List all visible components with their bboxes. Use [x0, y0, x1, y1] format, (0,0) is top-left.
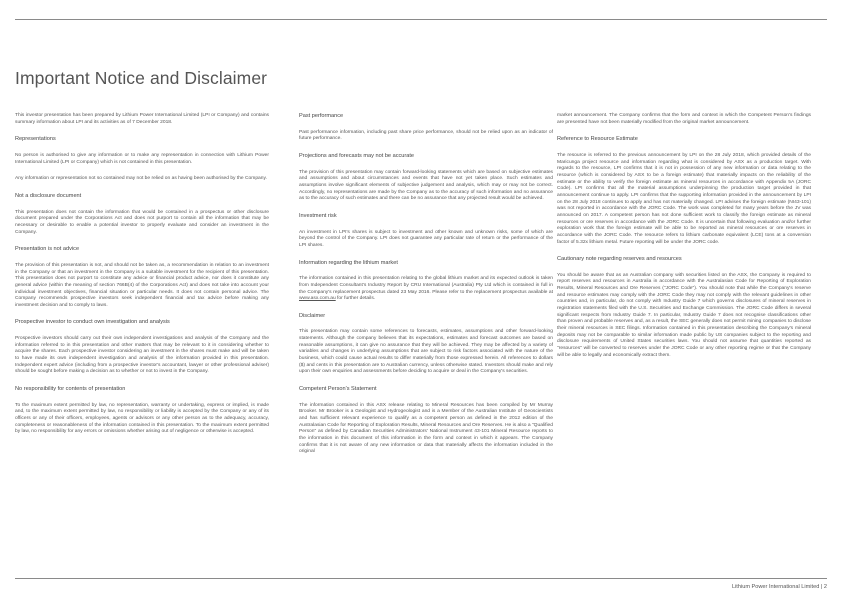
heading-not-disclosure: Not a disclosure document: [15, 192, 82, 199]
page-footer: Lithium Power International Limited | 2: [731, 584, 827, 590]
heading-lithium-market: Information regarding the lithium market: [299, 259, 398, 266]
intro-paragraph: This investor presentation has been prepared by Lithium Power International Limited (LPI or Company) and contains summary information about LPI and its activities as of 7 December 2018.: [15, 113, 269, 125]
paragraph: The provision of this presentation is not, and should not be taken as, a recommendation in relation to an investment in the Company or that an investment in the Company is a suitable investment for the recipient of this presentation. This presentation does not purport to constitute any advice or financial product advice, nor does it constitute any general advice (within the meaning of section 766B(4) of the Corporations Act) and does not take into account your individual investment objectives, financial situation or particular needs. It does not contain personal advice. The Company recommends prospective investors seek independent financial and tax advice before making any investment decision and to comply to laws.: [15, 262, 269, 308]
heading-cautionary-note: Cautionary note regarding reserves and resources: [557, 256, 682, 263]
heading-no-responsibility: No responsibility for contents of presentation: [15, 386, 126, 393]
paragraph: The provision of this presentation may contain forward-looking statements which are based on subjective estimates and assumptions and about circumstances and events that have not yet taken place. Such estimates and assumptions involve significant elements of subjective judgement and analysis, which may or may not be correct. Accordingly, no representations are made by the Company as to the accuracy of such information and no assurance as to the accuracy of such estimates and there can be no assurance that any projected result would be achieved.: [299, 169, 553, 202]
column-2: [299, 113, 553, 466]
heading-representations: Representations: [15, 136, 56, 143]
paragraph: [299, 276, 553, 303]
heading-competent-person: Competent Person's Statement: [299, 386, 377, 393]
text-span: The information contained in this presentation relating to the global lithium market and its expected outlook is taken from Independent Consultant's Industry Report by CRU International (Australia) Pty Ltd which is contained in full in the Company's replacement prospectus dated 23 May 2016. Please refer to the replacement prospectus available at: [299, 276, 553, 295]
paragraph: This presentation may contain some references to forecasts, estimates, assumptions and other forward-looking statements. Although the company believes that its expectations, estimates and forecast outcomes are based on reasonable assumptions, it can give no assurance that they will be achieved. They may be affected by a variety of variables and changes in underlying assumptions that are subject to risk factors associated with the nature of the business, which could cause actual results to differ materially from those expressed herein. All references to dollars ($) and cents in this presentation are to Australian currency, unless otherwise stated. Investors should make and rely upon their own enquiries and assessments before deciding to acquire or deal in the Company's securities.: [299, 329, 553, 375]
paragraph: market announcement. The Company confirms that the form and context in which the Competent Person's findings are presented have not been materially modified from the original market announcement.: [557, 113, 811, 125]
paragraph: Any information or representation not so contained may not be relied on as having been authorised by the Company.: [15, 176, 267, 182]
paragraph: Past performance information, including past share price performance, should not be relied upon as an indicator of future performance.: [299, 129, 553, 142]
top-rule: [15, 19, 827, 20]
column-1: [15, 113, 269, 446]
heading-resource-estimate: Reference to Resource Estimate: [557, 136, 638, 143]
heading-projections: Projections and forecasts may not be accurate: [299, 152, 415, 159]
heading-own-investigation: Prospective investor to conduct own investigation and analysis: [15, 319, 170, 326]
column-3: [557, 113, 811, 369]
paragraph: The information contained in this ASX release relating to Mineral Resources has been compiled by Mr Murray Brooker. Mr Brooker is a Geologist and Hydrogeologist and is a Member of the Australian Institute of Geoscientists and has sufficient relevant experience to qualify as a competent person as defined in the 2012 edition of the Australasian Code for Reporting of Exploration Results, Mineral Resources and Ore Reserves. He is also a "Qualified Person" as defined by Canadian Securities Administrators' National Instrument 43-101 Mineral Resource reports to the information in this document of this information in the form and context in which it appears. The Company confirms that it is not aware of any new information or data that materially affects the information included in the original: [299, 402, 553, 455]
text-span: for further details.: [335, 296, 376, 302]
asx-link[interactable]: www.asx.com.au: [299, 296, 336, 302]
paragraph: Prospective investors should carry out their own independent investigations and analysis of the Company and the information referred to in this presentation and other matters that may be relevant to it in considering whether to acquire the shares. Each prospective investor considering an investment in the shares must make and will be taken to have made its own independent investigation and analysis of the information provided in this presentation. Independent expert advice (including from a prospective investor's accountant, lawyer or other professional adviser) should be sought before making a decision as to whether or not to invest in the Company.: [15, 336, 269, 375]
paragraph: The resource is referred to the previous announcement by LPI on the 28 July 2018, which provided details of the Maricunga project resource and information regarding what is considered by ASX as a production target. With regards to the resource, LPI confirms that it is not in possession of any new information or data relating to the resource (which is considered by ASX to be a foreign estimate) that materially impacts on the reliability of the estimate or the ability to verify the foreign estimate as mineral resources in accordance with Appendix 5A (JORC Code). LPI confirms that all the material assumptions underpinning the production target provided in that announcement continue to apply. LPI confirms that the supporting information provided in the announcement by LPI on the 28 July 2018 continues to apply and has not materially changed. LPI advises the foreign estimate (NI43-101) was not reported in accordance with the JORC Code. The work was completed for many years before the JV was announced on 2017. A competent person has not done sufficient work to classify the foreign estimate as mineral resources or ore reserves in accordance with the JORC Code. It is uncertain that following evaluation and/or further exploration work that the foreign estimate will be able to be reported as mineral resources or ore reserves in accordance with the JORC Code. The resource refers to lithium carbonate equivalent (LCE) tons at a conversion factor of 5.32x lithium metal. Future reporting will be under the JORC code.: [557, 152, 811, 245]
heading-investment-risk: Investment risk: [299, 212, 337, 219]
heading-past-performance: Past performance: [299, 113, 344, 119]
paragraph: No person is authorised to give any information or to make any representation in connection with Lithium Power International Limited (LPI or Company) which is not contained in this presentation.: [15, 152, 269, 165]
page-title: Important Notice and Disclaimer: [15, 68, 268, 88]
heading-disclaimer: Disclaimer: [299, 312, 326, 319]
paragraph: An investment in LPI's shares is subject to investment and other known and unknown risks, some of which are beyond the control of the Company. LPI does not guarantee any particular rate of return or the performance of the LPI shares.: [299, 229, 553, 248]
paragraph: To the maximum extent permitted by law, no representation, warranty or undertaking, express or implied, is made and, to the maximum extent permitted by law, no responsibility or liability is accepted by the Company or any of its officers or any of their officers, employees, agents or advisors or any other person as to the adequacy, accuracy, completeness or reasonableness of the information contained in this presentation. To the maximum extent permitted by law, no responsibility for any errors or omissions whether arising out of negligence or otherwise is accepted.: [15, 402, 269, 435]
heading-not-advice: Presentation is not advice: [15, 246, 80, 253]
bottom-rule: [15, 578, 827, 579]
paragraph: You should be aware that as an Australian company with securities listed on the ASX, the Company is required to report reserves and resources in Australia in accordance with the Australasian Code for Reporting of Exploration Results, Mineral Resources and Ore Reserves ("JORC Code"). You should note that while the Company's reserve and resource estimates may comply with the JORC Code they may not comply with the relevant guidelines in other countries and, in particular, do not comply with Industry Guide 7 which governs disclosures of mineral reserves in registration statements filed with the U.S. Securities and Exchange Commission. The JORC Code differs in several significant respects from Industry Guide 7. In particular, Industry Guide 7 does not recognise classifications other than proven and probable reserves and, as a result, the SEC generally does not permit mining companies to disclose their mineral resources in SEC filings. Information contained in this presentation describing the Company's mineral deposits may not be comparable to similar information made public by US companies subject to the reporting and disclosure requirements of United States securities laws. You should not assume that quantities reported as "resources" will be converted to reserves under the JORC Code or any other reporting regime or that the Company will be able to legally and economically extract them.: [557, 272, 811, 358]
paragraph: This presentation does not contain the information that would be contained in a prospectus or other disclosure document prepared under the Corporations Act and does not purport to contain all the information that may be necessary or desirable to enable a potential investor to properly evaluate and consider an investment in the Company.: [15, 209, 269, 235]
